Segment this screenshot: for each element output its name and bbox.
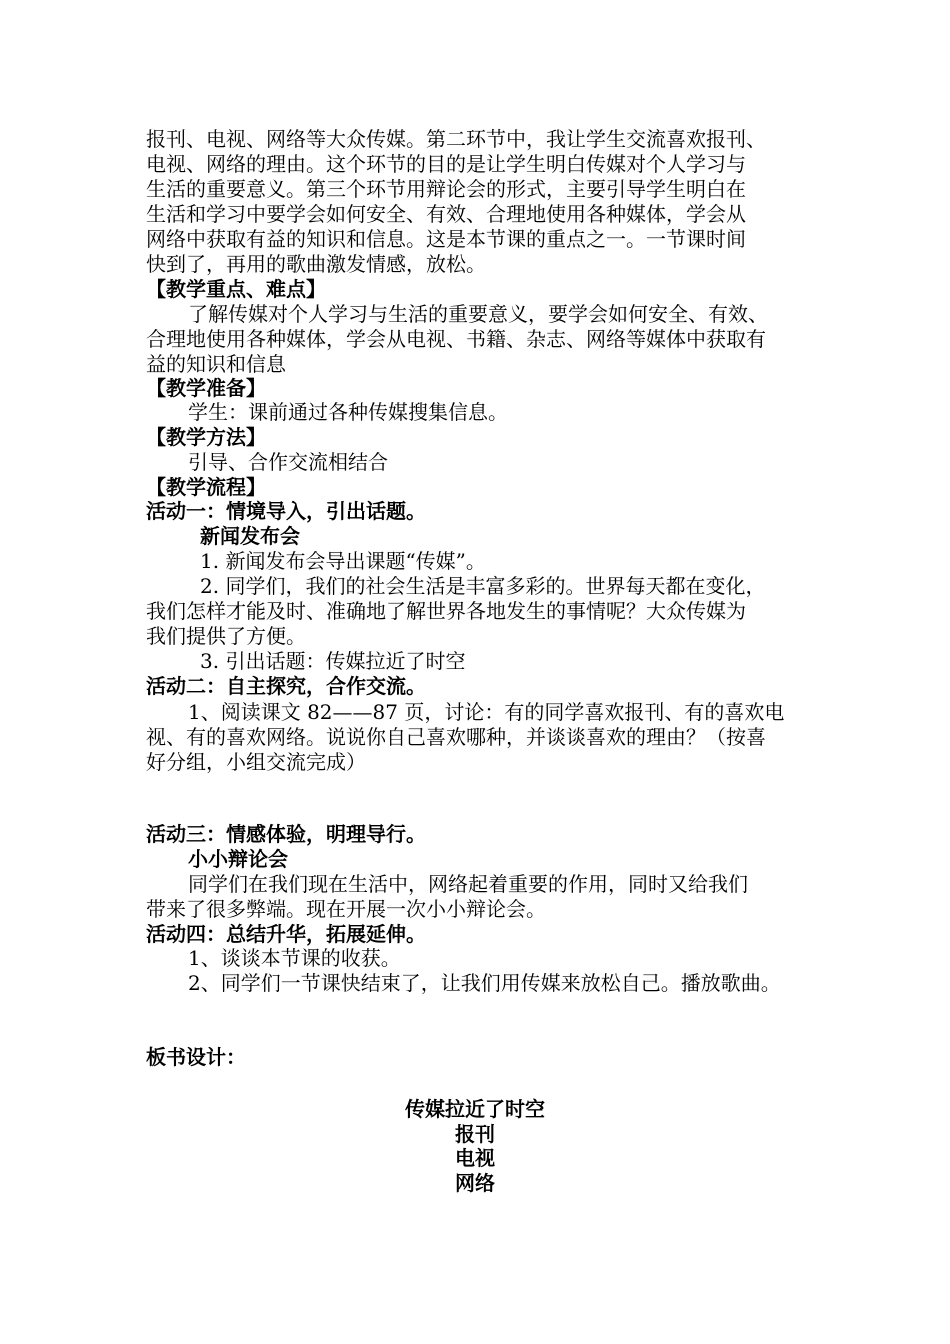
board-title: 传媒拉近了时空 (405, 1097, 545, 1121)
board-heading: 板书设计： (146, 1045, 246, 1069)
intro-line: 生活的重要意义。第三个环节用辩论会的形式，主要引导学生明白在 (146, 177, 746, 201)
activity4-item: 2、同学们一节课快结束了，让我们用传媒来放松自己。播放歌曲。 (188, 971, 781, 995)
preparation-heading: 【教学准备】 (146, 376, 266, 400)
activity1-item: 1. 新闻发布会导出课题“传媒”。 (200, 549, 486, 573)
intro-line: 快到了，再用的歌曲激发情感，放松。 (146, 252, 486, 276)
intro-line: 电视、网络的理由。这个环节的目的是让学生明白传媒对个人学习与 (146, 152, 746, 176)
activity2-line: 1、阅读课文 82——87 页，讨论：有的同学喜欢报刊、有的喜欢电 (188, 700, 785, 724)
activity1-item: 3. 引出话题：传媒拉近了时空 (200, 649, 466, 673)
intro-line: 网络中获取有益的知识和信息。这是本节课的重点之一。一节课时间 (146, 227, 746, 251)
activity1-item: 我们提供了方便。 (146, 624, 306, 648)
activity2-title: 活动二：自主探究，合作交流。 (146, 674, 426, 698)
activity4-title: 活动四：总结升华，拓展延伸。 (146, 922, 426, 946)
activity4-item: 1、谈谈本节课的收获。 (188, 946, 401, 970)
method-text: 引导、合作交流相结合 (188, 450, 388, 474)
key-points-line: 了解传媒对个人学习与生活的重要意义，要学会如何安全、有效、 (188, 302, 768, 326)
method-heading: 【教学方法】 (146, 425, 266, 449)
key-points-line: 合理地使用各种媒体，学会从电视、书籍、杂志、网络等媒体中获取有 (146, 327, 766, 351)
preparation-text: 学生：课前通过各种传媒搜集信息。 (188, 400, 508, 424)
process-heading: 【教学流程】 (146, 475, 266, 499)
activity3-subtitle: 小小辩论会 (188, 847, 288, 871)
activity1-item: 2. 同学们，我们的社会生活是丰富多彩的。世界每天都在变化， (200, 574, 766, 598)
board-item: 网络 (455, 1171, 495, 1195)
activity3-title: 活动三：情感体验，明理导行。 (146, 822, 426, 846)
activity2-line: 视、有的喜欢网络。说说你自己喜欢哪种，并谈谈喜欢的理由？（按喜 (146, 725, 766, 749)
activity1-item: 我们怎样才能及时、准确地了解世界各地发生的事情呢？大众传媒为 (146, 599, 746, 623)
activity2-line: 好分组，小组交流完成） (146, 750, 366, 774)
activity3-line: 带来了很多弊端。现在开展一次小小辩论会。 (146, 897, 546, 921)
board-item: 电视 (455, 1146, 495, 1170)
intro-line: 报刊、电视、网络等大众传媒。第二环节中，我让学生交流喜欢报刊、 (146, 127, 766, 151)
activity1-title: 活动一：情境导入，引出话题。 (146, 499, 426, 523)
intro-line: 生活和学习中要学会如何安全、有效、合理地使用各种媒体，学会从 (146, 202, 746, 226)
activity1-subtitle: 新闻发布会 (200, 524, 300, 548)
key-points-line: 益的知识和信息 (146, 352, 286, 376)
activity3-line: 同学们在我们现在生活中，网络起着重要的作用，同时又给我们 (188, 872, 748, 896)
key-points-heading: 【教学重点、难点】 (146, 277, 326, 301)
board-item: 报刊 (455, 1122, 495, 1146)
